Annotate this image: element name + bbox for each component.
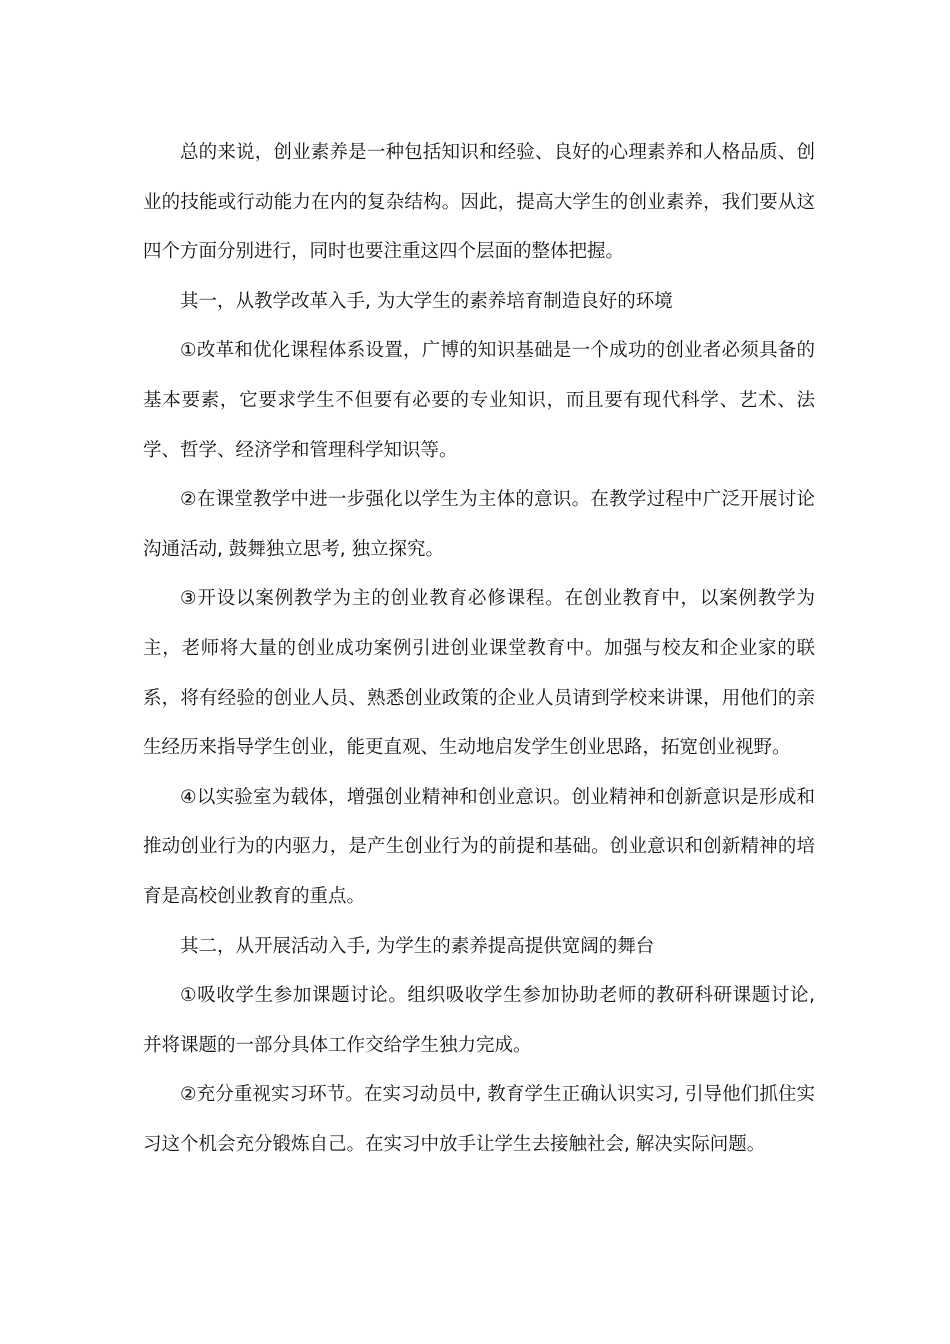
section-heading-one: 其一，从教学改革入手, 为大学生的素养培育制造良好的环境 xyxy=(180,290,673,312)
list-item-2-1: ①吸收学生参加课题讨论。组织吸收学生参加协助老师的教研科研课题讨论, 并将课题的一部分具体工作交给学生独力完成。 xyxy=(143,985,815,1056)
list-item-1-2: ②在课堂教学中进一步强化以学生为主体的意识。在教学过程中广泛开展讨论沟通活动, 鼓舞独立思考, 独立探究。 xyxy=(143,489,815,560)
list-item-1-3: ③开设以案例教学为主的创业教育必修课程。在创业教育中，以案例教学为主，老师将大量的创业成功案例引进创业课堂教育中。加强与校友和企业家的联系，将有经验的创业人员、熟悉创业政策的企业人员请到学校来讲课，用他们的亲生经历来指导学生创业，能更直观、生动地启发学生创业思路，拓宽创业视野。 xyxy=(143,588,815,759)
paragraph-summary: 总的来说，创业素养是一种包括知识和经验、良好的心理素养和人格品质、创业的技能或行动能力在内的复杂结构。因此，提高大学生的创业素养，我们要从这四个方面分别进行，同时也要注重这四个层面的整体把握。 xyxy=(143,142,815,263)
section-heading-two: 其二，从开展活动入手, 为学生的素养提高提供宽阔的舞台 xyxy=(180,935,655,957)
list-item-1-4: ④以实验室为载体，增强创业精神和创业意识。创业精神和创新意识是形成和推动创业行为的内驱力，是产生创业行为的前提和基础。创业意识和创新精神的培育是高校创业教育的重点。 xyxy=(143,786,815,907)
list-item-2-2: ②充分重视实习环节。在实习动员中, 教育学生正确认识实习, 引导他们抓住实习这个机会充分锻炼自己。在实习中放手让学生去接触社会, 解决实际问题。 xyxy=(143,1084,815,1155)
list-item-1-1: ①改革和优化课程体系设置，广博的知识基础是一个成功的创业者必须具备的基本要素，它要求学生不但要有必要的专业知识，而且要有现代科学、艺术、法学、哲学、经济学和管理科学知识等。 xyxy=(143,340,815,461)
document-body xyxy=(143,128,815,1169)
